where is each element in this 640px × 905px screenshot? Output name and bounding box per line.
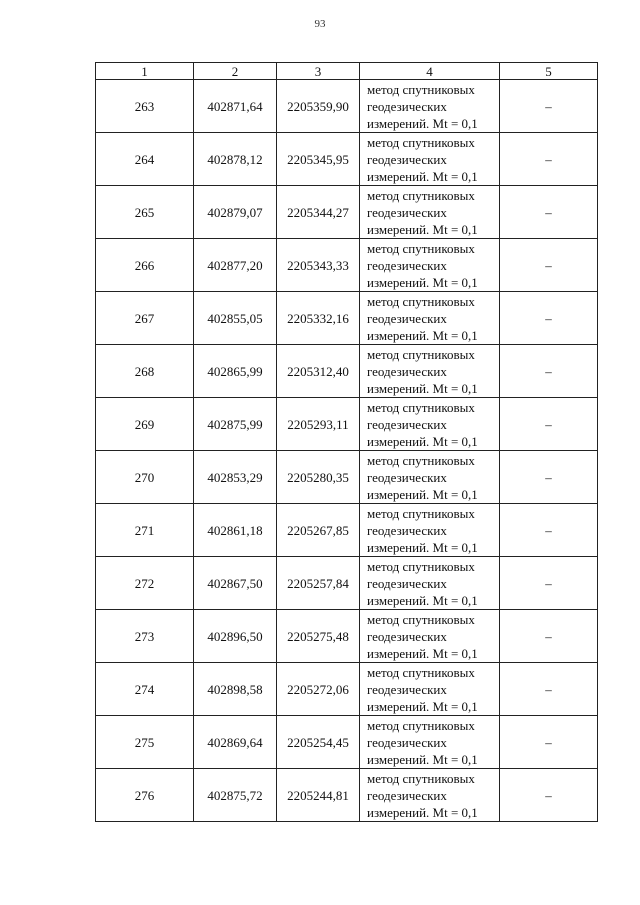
- point-number-cell: 276: [96, 769, 194, 822]
- method-cell: метод спутниковых геодезических измерений. Mt = 0,1: [360, 451, 500, 504]
- point-number-cell: 273: [96, 610, 194, 663]
- method-cell: метод спутниковых геодезических измерений. Mt = 0,1: [360, 398, 500, 451]
- x-coordinate-cell: 402853,29: [194, 451, 277, 504]
- note-cell: –: [500, 504, 598, 557]
- method-cell: метод спутниковых геодезических измерений. Mt = 0,1: [360, 716, 500, 769]
- table-header-row: [96, 63, 598, 80]
- note-cell: –: [500, 80, 598, 133]
- y-coordinate-cell: 2205272,06: [277, 663, 360, 716]
- table-row: [96, 504, 598, 557]
- point-number-cell: 264: [96, 133, 194, 186]
- column-header-1: 1: [96, 63, 194, 80]
- y-coordinate-cell: 2205280,35: [277, 451, 360, 504]
- column-header-3: 3: [277, 63, 360, 80]
- point-number-cell: 274: [96, 663, 194, 716]
- y-coordinate-cell: 2205254,45: [277, 716, 360, 769]
- x-coordinate-cell: 402879,07: [194, 186, 277, 239]
- y-coordinate-cell: 2205343,33: [277, 239, 360, 292]
- point-number-cell: 266: [96, 239, 194, 292]
- y-coordinate-cell: 2205267,85: [277, 504, 360, 557]
- method-cell: метод спутниковых геодезических измерений. Mt = 0,1: [360, 557, 500, 610]
- note-cell: –: [500, 398, 598, 451]
- table-row: [96, 398, 598, 451]
- y-coordinate-cell: 2205312,40: [277, 345, 360, 398]
- table-row: [96, 345, 598, 398]
- x-coordinate-cell: 402861,18: [194, 504, 277, 557]
- method-cell: метод спутниковых геодезических измерений. Mt = 0,1: [360, 769, 500, 822]
- column-header-4: 4: [360, 63, 500, 80]
- method-cell: метод спутниковых геодезических измерений. Mt = 0,1: [360, 345, 500, 398]
- x-coordinate-cell: 402871,64: [194, 80, 277, 133]
- point-number-cell: 267: [96, 292, 194, 345]
- note-cell: –: [500, 451, 598, 504]
- method-cell: метод спутниковых геодезических измерений. Mt = 0,1: [360, 133, 500, 186]
- x-coordinate-cell: 402875,99: [194, 398, 277, 451]
- note-cell: –: [500, 239, 598, 292]
- x-coordinate-cell: 402896,50: [194, 610, 277, 663]
- table-row: [96, 451, 598, 504]
- note-cell: –: [500, 769, 598, 822]
- x-coordinate-cell: 402869,64: [194, 716, 277, 769]
- table-row: [96, 716, 598, 769]
- table-body: [96, 80, 598, 822]
- note-cell: –: [500, 557, 598, 610]
- method-cell: метод спутниковых геодезических измерений. Mt = 0,1: [360, 504, 500, 557]
- point-number-cell: 263: [96, 80, 194, 133]
- point-number-cell: 265: [96, 186, 194, 239]
- y-coordinate-cell: 2205244,81: [277, 769, 360, 822]
- x-coordinate-cell: 402898,58: [194, 663, 277, 716]
- method-cell: метод спутниковых геодезических измерений. Mt = 0,1: [360, 239, 500, 292]
- table-row: [96, 610, 598, 663]
- y-coordinate-cell: 2205275,48: [277, 610, 360, 663]
- note-cell: –: [500, 292, 598, 345]
- x-coordinate-cell: 402877,20: [194, 239, 277, 292]
- table-row: [96, 80, 598, 133]
- table-row: [96, 239, 598, 292]
- y-coordinate-cell: 2205345,95: [277, 133, 360, 186]
- method-cell: метод спутниковых геодезических измерений. Mt = 0,1: [360, 80, 500, 133]
- note-cell: –: [500, 133, 598, 186]
- column-header-5: 5: [500, 63, 598, 80]
- note-cell: –: [500, 610, 598, 663]
- point-number-cell: 271: [96, 504, 194, 557]
- note-cell: –: [500, 663, 598, 716]
- note-cell: –: [500, 345, 598, 398]
- note-cell: –: [500, 186, 598, 239]
- point-number-cell: 268: [96, 345, 194, 398]
- y-coordinate-cell: 2205293,11: [277, 398, 360, 451]
- method-cell: метод спутниковых геодезических измерений. Mt = 0,1: [360, 292, 500, 345]
- point-number-cell: 270: [96, 451, 194, 504]
- coordinates-table: [95, 62, 598, 822]
- x-coordinate-cell: 402865,99: [194, 345, 277, 398]
- table-row: [96, 769, 598, 822]
- column-header-2: 2: [194, 63, 277, 80]
- table-row: [96, 663, 598, 716]
- point-number-cell: 275: [96, 716, 194, 769]
- y-coordinate-cell: 2205359,90: [277, 80, 360, 133]
- x-coordinate-cell: 402867,50: [194, 557, 277, 610]
- table-row: [96, 292, 598, 345]
- method-cell: метод спутниковых геодезических измерений. Mt = 0,1: [360, 610, 500, 663]
- point-number-cell: 269: [96, 398, 194, 451]
- x-coordinate-cell: 402875,72: [194, 769, 277, 822]
- note-cell: –: [500, 716, 598, 769]
- table-row: [96, 557, 598, 610]
- table-row: [96, 186, 598, 239]
- point-number-cell: 272: [96, 557, 194, 610]
- y-coordinate-cell: 2205257,84: [277, 557, 360, 610]
- y-coordinate-cell: 2205344,27: [277, 186, 360, 239]
- method-cell: метод спутниковых геодезических измерений. Mt = 0,1: [360, 186, 500, 239]
- y-coordinate-cell: 2205332,16: [277, 292, 360, 345]
- x-coordinate-cell: 402855,05: [194, 292, 277, 345]
- page-number: 93: [314, 18, 326, 30]
- x-coordinate-cell: 402878,12: [194, 133, 277, 186]
- method-cell: метод спутниковых геодезических измерений. Mt = 0,1: [360, 663, 500, 716]
- table-row: [96, 133, 598, 186]
